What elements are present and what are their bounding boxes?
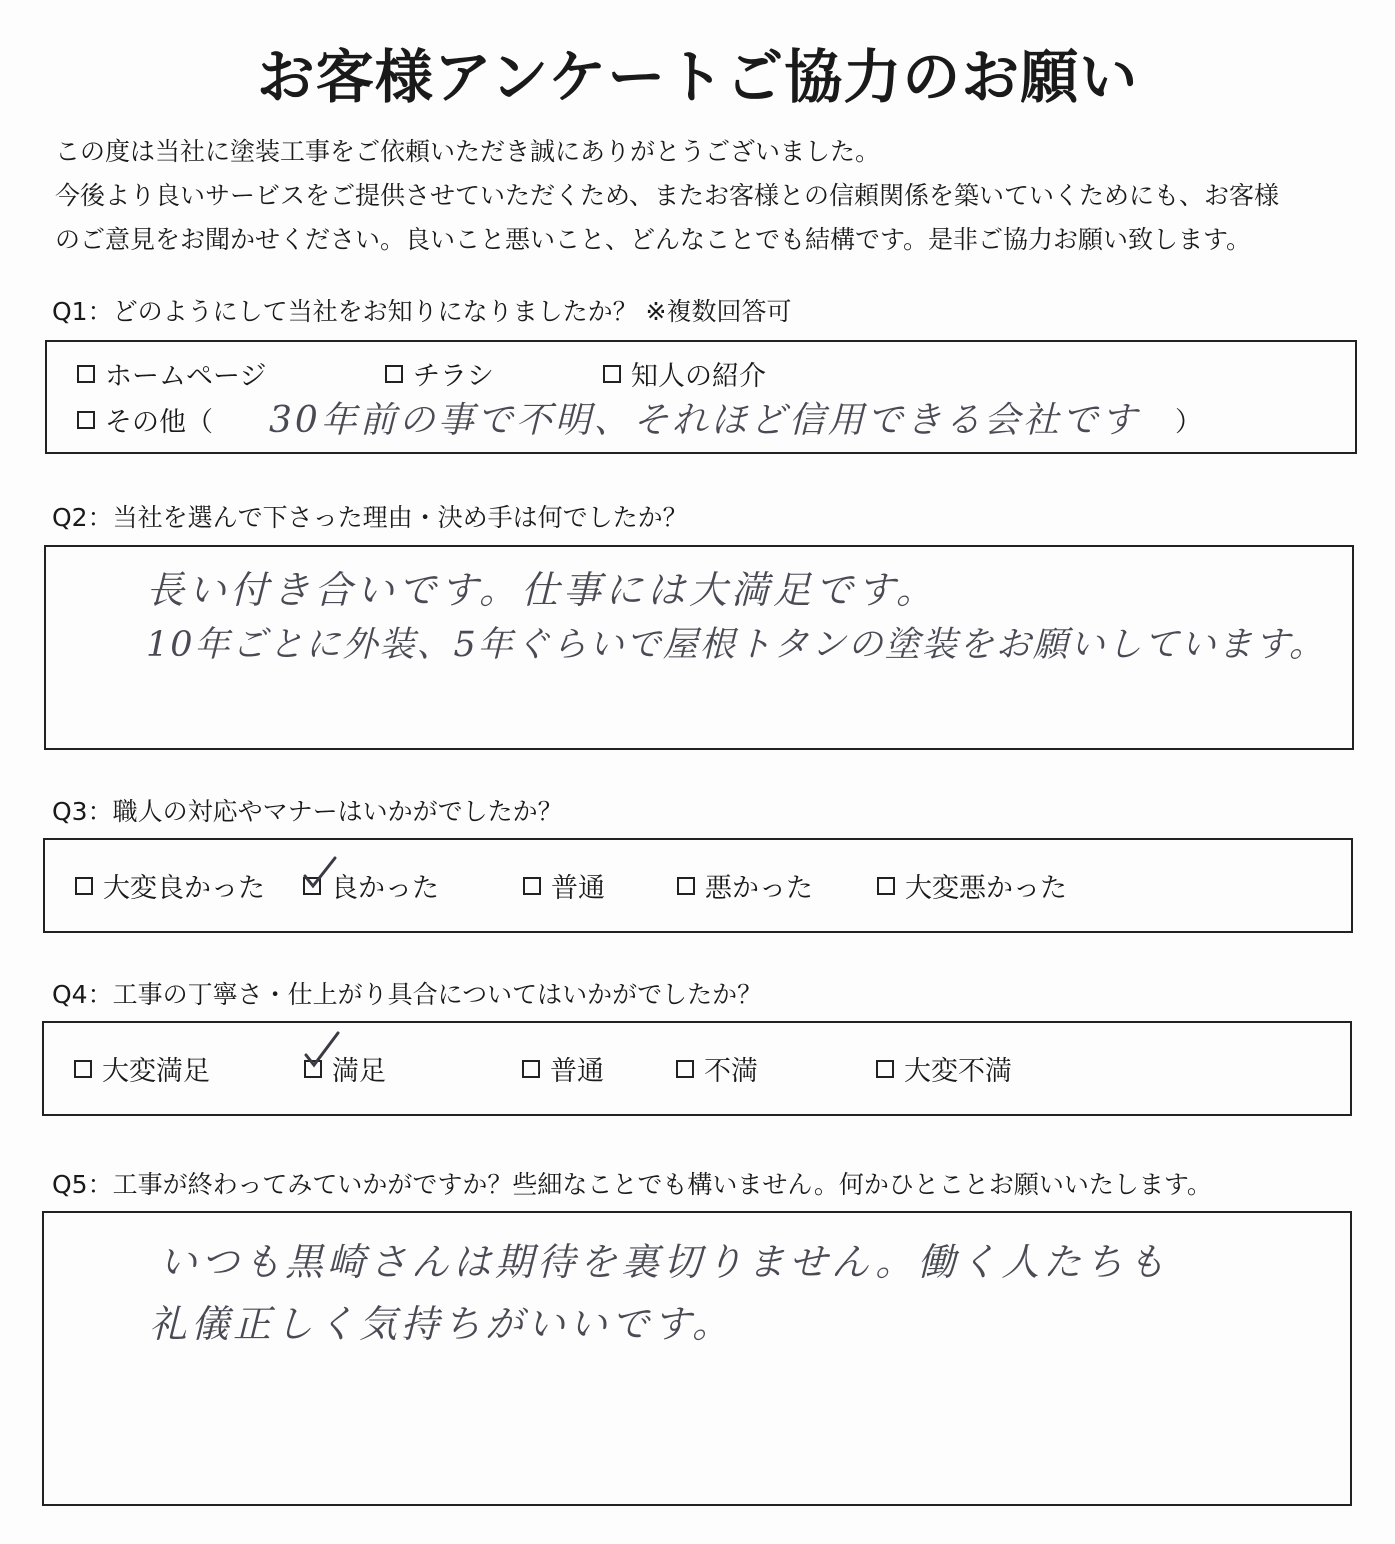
- checkbox[interactable]: [385, 365, 403, 383]
- intro-line: 今後より良いサービスをご提供させていただくため、またお客様との信頼関係を築いていくためにも、お客様: [55, 181, 1280, 210]
- q1-option-other[interactable]: [77, 400, 213, 439]
- page-title: お客様アンケートご協力のお願い: [256, 43, 1139, 111]
- q4-box: [42, 1021, 1352, 1116]
- q4-option-very-satisfied[interactable]: [74, 1049, 210, 1088]
- option-label: 普通: [551, 873, 605, 904]
- option-label: 良かった: [331, 873, 439, 904]
- option-label: 大変良かった: [103, 873, 265, 904]
- checkbox[interactable]: [676, 1060, 694, 1078]
- q2-label: Q2：当社を選んで下さった理由・決め手は何でしたか？: [52, 503, 688, 532]
- q1-other-close: [1175, 400, 1202, 439]
- checkbox[interactable]: [74, 1060, 92, 1078]
- q4-option-normal[interactable]: [522, 1049, 604, 1088]
- q1-label: Q1：どのようにして当社をお知りになりましたか？ ※複数回答可: [52, 297, 792, 326]
- q4-option-very-dissatisfied[interactable]: [876, 1049, 1012, 1088]
- option-label: 大変不満: [904, 1056, 1012, 1087]
- checkmark-icon: [299, 854, 339, 894]
- q4-label: Q4：工事の丁寧さ・仕上がり具合についてはいかがでしたか？: [52, 980, 763, 1009]
- q4-option-dissatisfied[interactable]: [676, 1049, 758, 1088]
- option-label: 不満: [704, 1056, 758, 1087]
- q3-option-very-bad[interactable]: [877, 866, 1067, 905]
- intro-line: この度は当社に塗装工事をご依頼いただき誠にありがとうございました。: [55, 137, 881, 166]
- checkbox[interactable]: [77, 411, 95, 429]
- option-label: 大変満足: [102, 1056, 210, 1087]
- q5-box[interactable]: [42, 1211, 1352, 1506]
- q3-option-very-good[interactable]: [75, 866, 265, 905]
- checkbox[interactable]: [603, 365, 621, 383]
- q2-answer-line: 長い付き合いです。仕事には大満足です。: [146, 568, 938, 612]
- q5-answer-line: 礼儀正しく気持ちがいいです。: [149, 1302, 734, 1346]
- checkbox[interactable]: [523, 877, 541, 895]
- checkbox[interactable]: [677, 877, 695, 895]
- intro-line: のご意見をお聞かせください。良いこと悪いこと、どんなことでも結構です。是非ご協力お願い致します。: [55, 225, 1252, 254]
- option-label: 大変悪かった: [905, 873, 1067, 904]
- close-paren: ）: [1175, 407, 1202, 438]
- q1-option-flyer[interactable]: [385, 354, 494, 393]
- q3-box: [43, 838, 1353, 933]
- checkmark-icon: [300, 1029, 340, 1069]
- option-label: 悪かった: [705, 873, 813, 904]
- checkbox[interactable]: [75, 877, 93, 895]
- checkbox[interactable]: [877, 877, 895, 895]
- checkbox[interactable]: [876, 1060, 894, 1078]
- q2-answer-line: 10年ごとに外装、5年ぐらいで屋根トタンの塗装をお願いしています。: [146, 625, 1327, 665]
- q2-box[interactable]: [44, 545, 1354, 750]
- q3-option-bad[interactable]: [677, 866, 813, 905]
- option-label: 満足: [332, 1056, 386, 1087]
- checkbox[interactable]: [77, 365, 95, 383]
- q1-box: [45, 340, 1357, 454]
- q1-option-referral[interactable]: [603, 354, 766, 393]
- option-label: 普通: [550, 1056, 604, 1087]
- option-label: ホームページ: [105, 361, 267, 392]
- q5-answer-line: いつも黒崎さんは期待を裏切りません。働く人たちも: [159, 1240, 1170, 1284]
- q5-label: Q5：工事が終わってみていかがですか？些細なことでも構いません。何かひとことお願いいたします。: [52, 1170, 1212, 1199]
- option-label: その他（: [105, 407, 213, 438]
- q3-label: Q3：職人の対応やマナーはいかがでしたか？: [52, 797, 563, 826]
- q3-option-normal[interactable]: [523, 866, 605, 905]
- checkbox[interactable]: [522, 1060, 540, 1078]
- option-label: 知人の紹介: [631, 361, 766, 392]
- q1-other-answer[interactable]: 30年前の事で不明、それほど信用できる会社です: [269, 400, 1140, 441]
- option-label: チラシ: [413, 361, 494, 392]
- q1-option-homepage[interactable]: [77, 354, 266, 393]
- intro-text: [55, 132, 1355, 260]
